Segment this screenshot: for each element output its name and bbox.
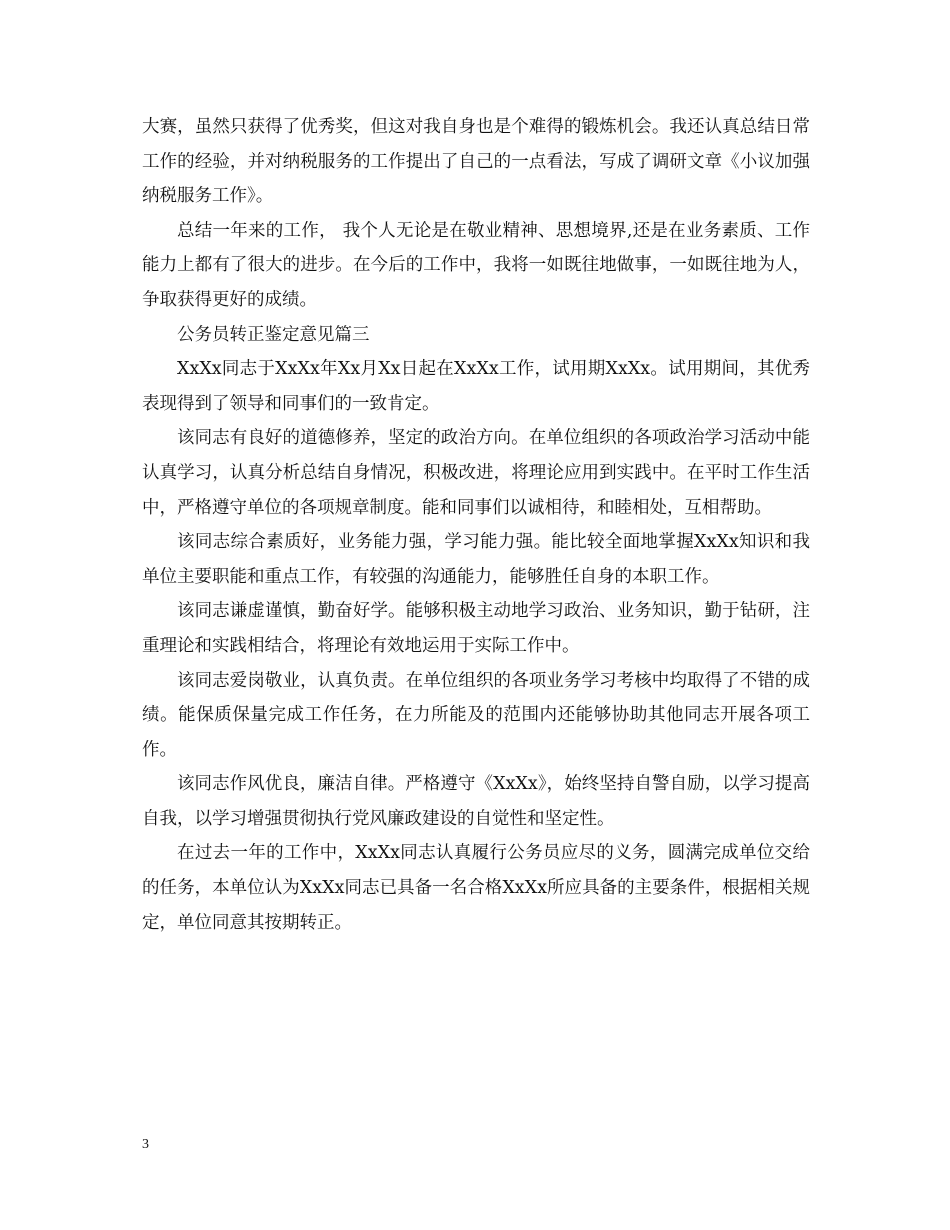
paragraph-integrity: 该同志作风优良，廉洁自律。严格遵守《XxXx》，始终坚持自警自励，以学习提高自我，以学习增强贯彻执行党风廉政建设的自觉性和坚定性。 <box>142 774 810 829</box>
paragraph-dedication: 该同志爱岗敬业，认真负责。在单位组织的各项业务学习考核中均取得了不错的成绩。能保质保量完成工作任务，在力所能及的范围内还能够协助其他同志开展各项工作。 <box>142 670 810 760</box>
paragraph-conclusion: 在过去一年的工作中，XxXx同志认真履行公务员应尽的义务，圆满完成单位交给的任务，本单位认为XxXx同志已具备一名合格XxXx所应具备的主要条件，根据相关规定，单位同意其按期转正。 <box>142 843 810 933</box>
paragraph-morality: 该同志有良好的道德修养，坚定的政治方向。在单位组织的各项政治学习活动中能认真学习，认真分析总结自身情况，积极改进，将理论应用到实践中。在平时工作生活中，严格遵守单位的各项规章制度。能和同事们以诚相待，和睦相处，互相帮助。 <box>142 428 810 518</box>
page-number: 3 <box>142 1137 149 1152</box>
paragraph-summary: 总结一年来的工作， 我个人无论是在敬业精神、思想境界,还是在业务素质、工作能力上都有了很大的进步。在今后的工作中，我将一如既往地做事，一如既往地为人，争取获得更好的成绩。 <box>142 220 810 310</box>
paragraph-study: 该同志谦虚谨慎，勤奋好学。能够积极主动地学习政治、业务知识，勤于钻研，注重理论和实践相结合，将理论有效地运用于实际工作中。 <box>142 601 810 656</box>
document-body <box>142 110 810 940</box>
paragraph-continuation: 大赛，虽然只获得了优秀奖，但这对我自身也是个难得的锻炼机会。我还认真总结日常工作的经验，并对纳税服务的工作提出了自己的一点看法，写成了调研文章《小议加强纳税服务工作》。 <box>142 117 810 207</box>
section-heading: 公务员转正鉴定意见篇三 <box>177 324 370 345</box>
paragraph-competence: 该同志综合素质好，业务能力强，学习能力强。能比较全面地掌握XxXx知识和我单位主要职能和重点工作，有较强的沟通能力，能够胜任自身的本职工作。 <box>142 532 810 587</box>
paragraph-intro: XxXx同志于XxXx年Xx月Xx日起在XxXx工作，试用期XxXx。试用期间，其优秀表现得到了领导和同事们的一致肯定。 <box>142 359 810 414</box>
